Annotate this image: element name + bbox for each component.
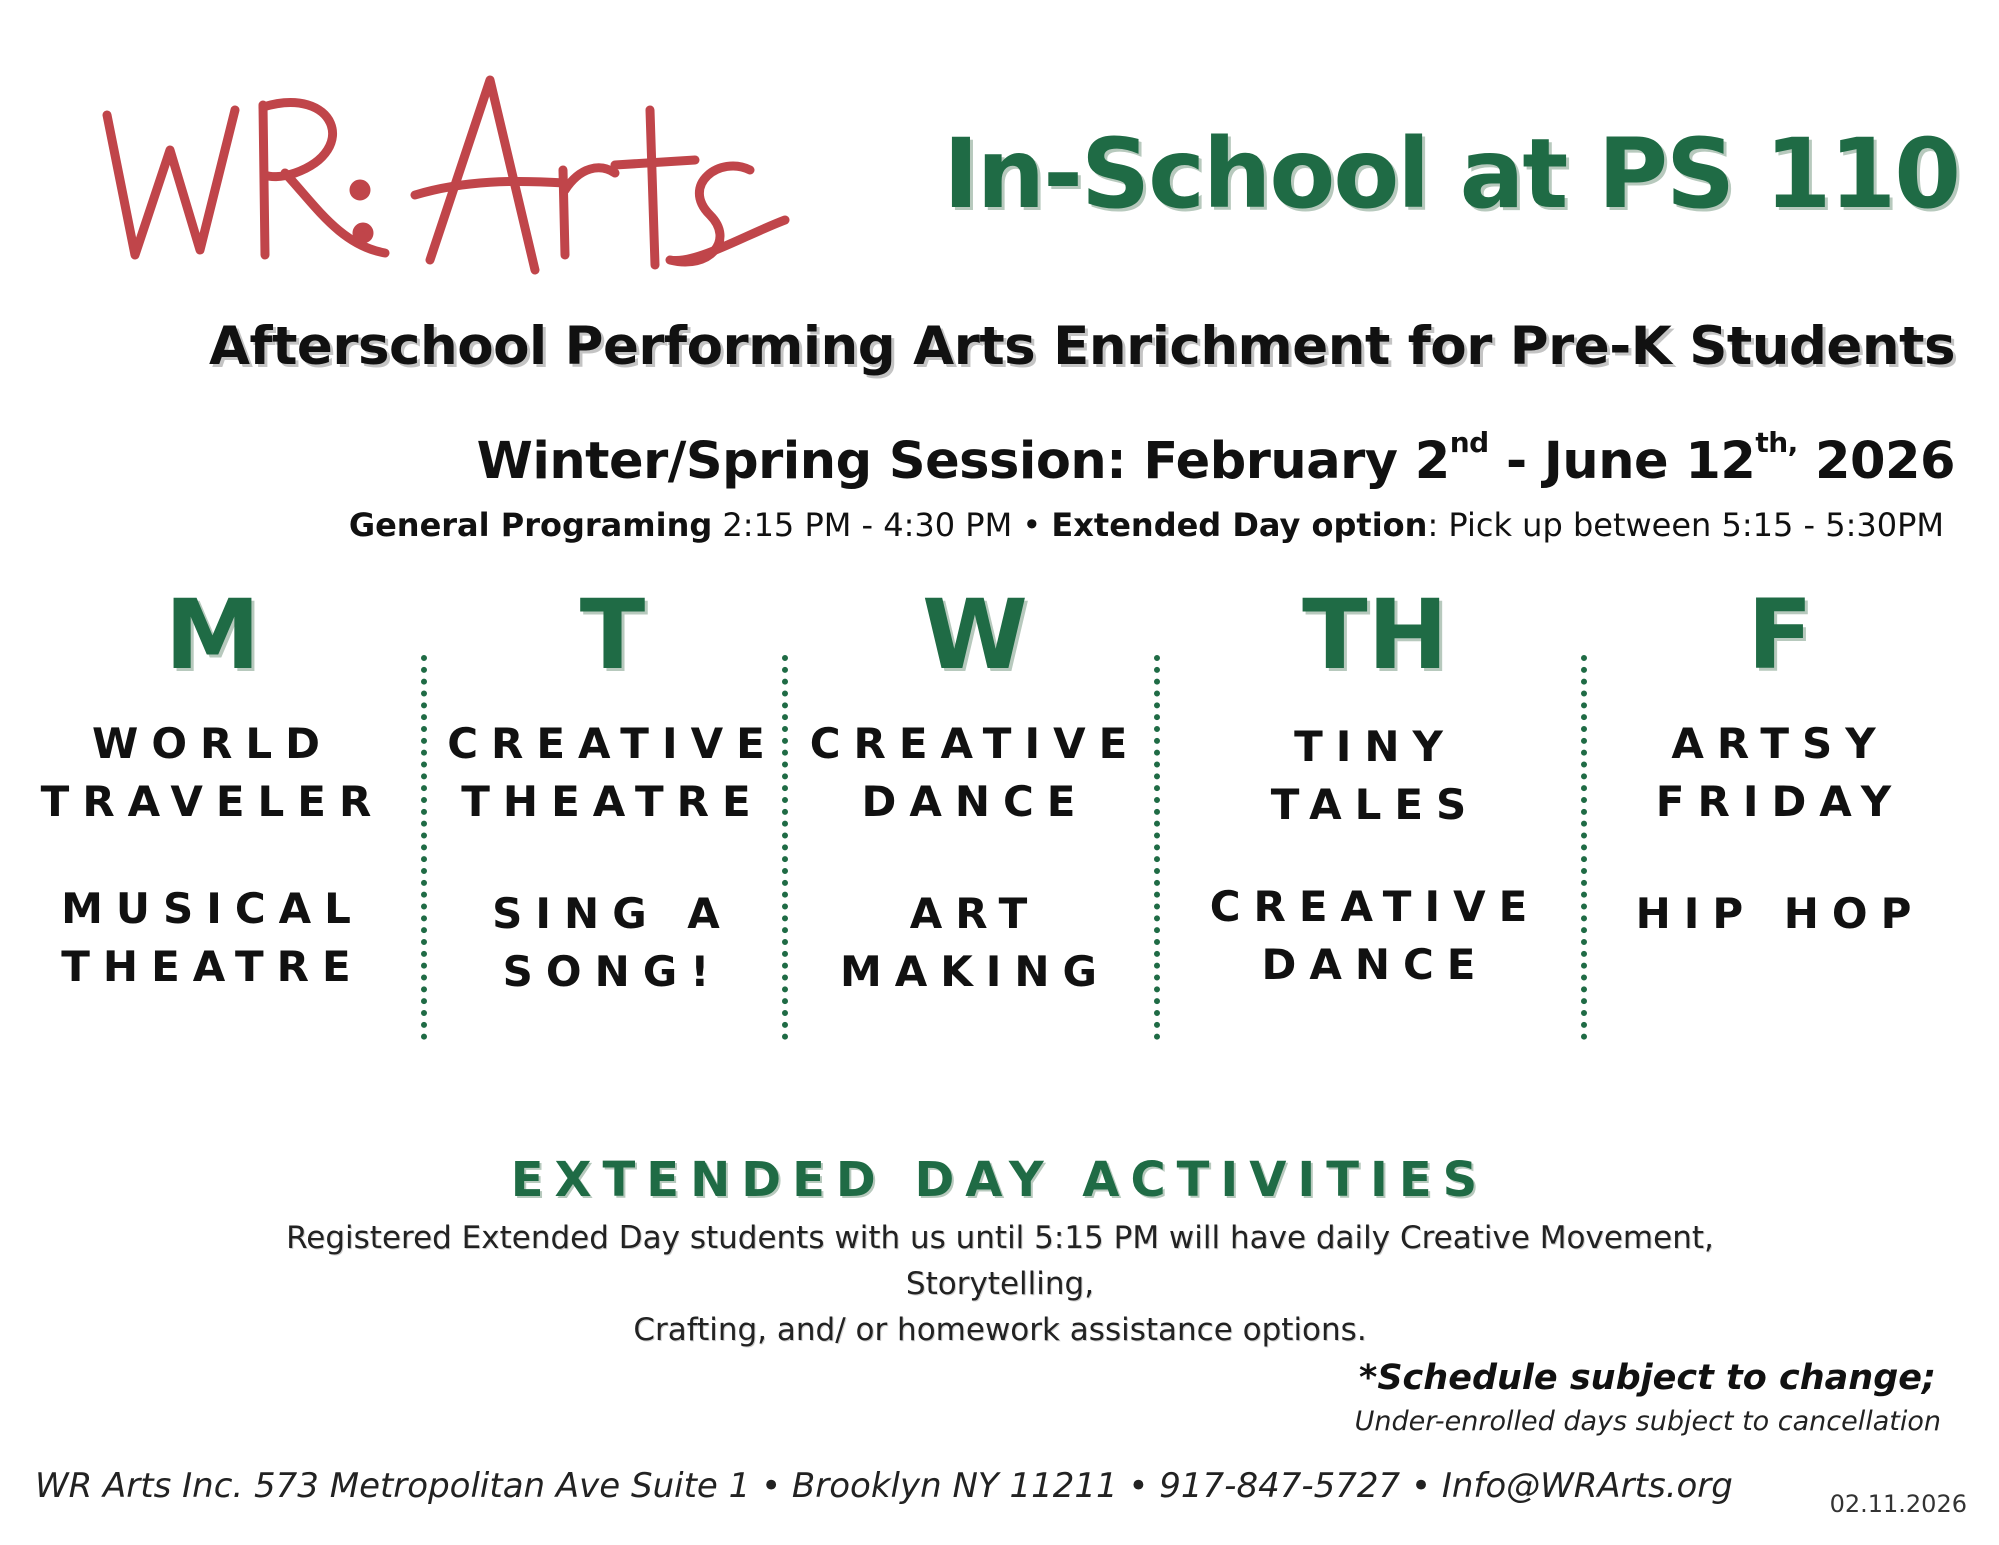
activity-line: THEATRE bbox=[461, 777, 764, 826]
general-programming-time: 2:15 PM - 4:30 PM • bbox=[712, 506, 1052, 544]
cancellation-note: Under-enrolled days subject to cancellation bbox=[1354, 1406, 1941, 1437]
activity-1 bbox=[440, 715, 785, 831]
extended-day-label: Extended Day option bbox=[1051, 506, 1428, 544]
activity-line: SING A bbox=[492, 889, 733, 938]
column-divider bbox=[1581, 655, 1587, 1040]
activity-line: DANCE bbox=[1261, 940, 1489, 989]
activity-2 bbox=[1610, 885, 1950, 943]
activity-line: HIP HOP bbox=[1635, 889, 1925, 938]
activity-line: DANCE bbox=[861, 777, 1089, 826]
activity-1 bbox=[800, 715, 1150, 831]
activity-1 bbox=[40, 715, 385, 831]
day-label: F bbox=[1747, 579, 1813, 691]
day-label: TH bbox=[1302, 579, 1448, 691]
activity-2 bbox=[440, 885, 785, 1001]
column-divider bbox=[421, 655, 427, 1040]
activity-line: CREATIVE bbox=[1209, 882, 1541, 931]
activity-line: ART bbox=[909, 889, 1041, 938]
column-divider bbox=[1154, 655, 1160, 1040]
extended-day-heading: EXTENDED DAY ACTIVITIES bbox=[510, 1152, 1489, 1208]
schedule-column-wednesday bbox=[800, 579, 1150, 1045]
activity-1 bbox=[1610, 715, 1950, 831]
activity-2 bbox=[40, 880, 385, 996]
activity-line: CREATIVE bbox=[809, 719, 1141, 768]
activity-line: WORLD bbox=[92, 719, 333, 768]
activity-line: THEATRE bbox=[61, 942, 364, 991]
schedule-column-monday bbox=[40, 579, 385, 1045]
day-label: W bbox=[922, 579, 1028, 691]
activity-2 bbox=[800, 885, 1150, 1001]
activity-line: CREATIVE bbox=[447, 719, 778, 768]
column-divider bbox=[782, 655, 788, 1040]
logo-lettering bbox=[95, 55, 795, 295]
end-date-suffix: th, bbox=[1755, 426, 1798, 459]
session-label: Winter/Spring Session: February 2 bbox=[476, 432, 1450, 491]
schedule-column-thursday bbox=[1195, 579, 1555, 1045]
activity-2 bbox=[1195, 878, 1555, 994]
day-label: T bbox=[579, 579, 646, 691]
activity-line: TINY bbox=[1294, 722, 1456, 771]
start-date-suffix: nd bbox=[1449, 426, 1489, 459]
activity-line: ARTSY bbox=[1671, 719, 1889, 768]
schedule-column-tuesday bbox=[440, 579, 785, 1045]
program-subtitle: Afterschool Performing Arts Enrichment for Pre-K Students bbox=[209, 316, 1955, 377]
description-line: Registered Extended Day students with us until 5:15 PM will have daily Creative Movement, Storytelling, bbox=[286, 1220, 1714, 1302]
wr-arts-logo bbox=[95, 55, 795, 295]
session-end: - June 12 bbox=[1488, 432, 1756, 491]
activity-1 bbox=[1195, 718, 1555, 834]
extended-day-description bbox=[230, 1215, 1770, 1353]
contact-footer: WR Arts Inc. 573 Metropolitan Ave Suite 1 • Brooklyn NY 11211 • 917-847-5727 • Info@WRArts.org bbox=[35, 1466, 1733, 1506]
schedule-column-friday bbox=[1610, 579, 1950, 1045]
activity-line: TRAVELER bbox=[40, 777, 385, 826]
extended-day-time: : Pick up between 5:15 - 5:30PM bbox=[1427, 506, 1944, 544]
activity-line: TALES bbox=[1270, 780, 1480, 829]
activity-line: SONG! bbox=[502, 947, 723, 996]
activity-line: FRIDAY bbox=[1655, 777, 1905, 826]
activity-line: MUSICAL bbox=[61, 884, 364, 933]
activity-line: MAKING bbox=[839, 947, 1111, 996]
session-year: 2026 bbox=[1797, 432, 1955, 491]
document-date: 02.11.2026 bbox=[1829, 1490, 1967, 1518]
general-programming-label: General Programing bbox=[348, 506, 713, 544]
day-label: M bbox=[164, 579, 261, 691]
program-hours bbox=[349, 506, 1944, 544]
session-dates bbox=[476, 426, 1955, 491]
schedule-change-note: *Schedule subject to change; bbox=[1359, 1358, 1936, 1398]
description-line: Crafting, and/ or homework assistance options. bbox=[633, 1312, 1367, 1348]
page-title: In-School at PS 110 bbox=[943, 118, 1959, 230]
